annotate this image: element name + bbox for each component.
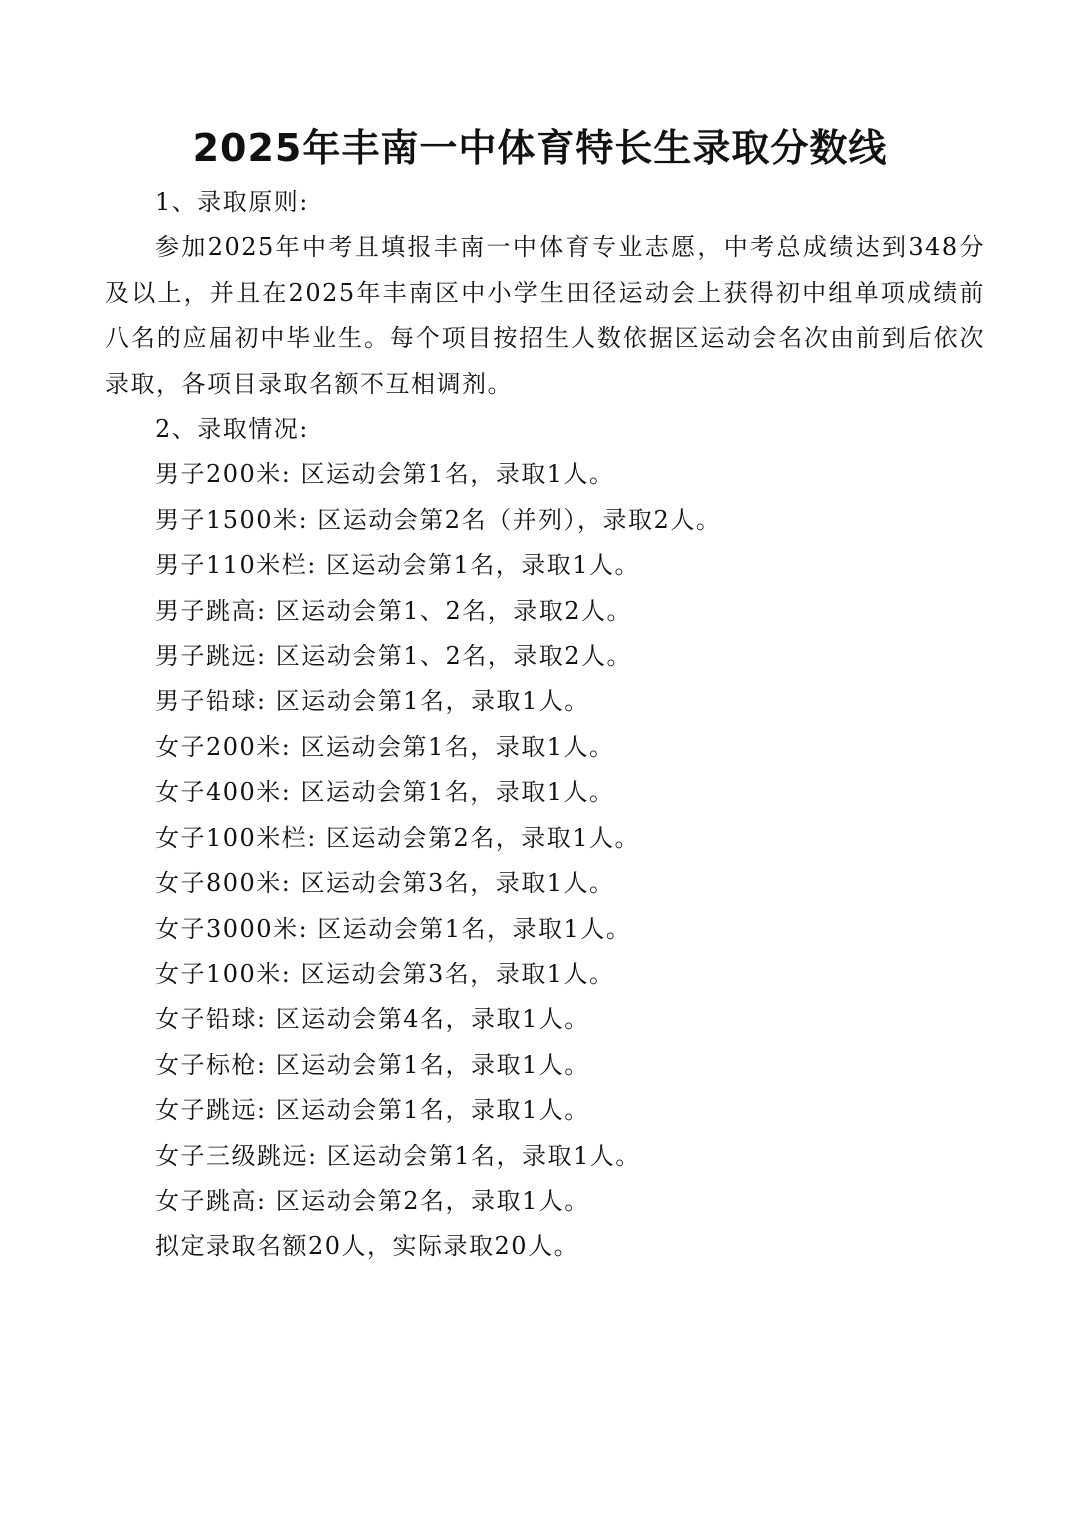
admission-item-girls-100m: 女子100米: 区运动会第3名，录取1人。 bbox=[155, 959, 615, 988]
admission-item-girls-triple-jump: 女子三级跳远: 区运动会第1名，录取1人。 bbox=[155, 1141, 641, 1170]
admission-item-boys-high-jump: 男子跳高: 区运动会第1、2名，录取2人。 bbox=[155, 596, 633, 625]
admission-item-girls-200m: 女子200米: 区运动会第1名，录取1人。 bbox=[155, 732, 615, 761]
admission-item-girls-400m: 女子400米: 区运动会第1名，录取1人。 bbox=[155, 778, 615, 807]
document-body bbox=[105, 180, 985, 1270]
section-heading-principles: 1、录取原则: bbox=[155, 188, 309, 216]
document-title: 2025年丰南一中体育特长生录取分数线 bbox=[192, 126, 888, 170]
admission-item-girls-3000m: 女子3000米: 区运动会第1名，录取1人。 bbox=[155, 914, 632, 943]
admission-item-boys-shot-put: 男子铅球: 区运动会第1名，录取1人。 bbox=[155, 687, 590, 716]
section-heading-admissions: 2、录取情况: bbox=[155, 415, 309, 444]
admission-item-girls-long-jump: 女子跳远: 区运动会第1名，录取1人。 bbox=[155, 1096, 590, 1125]
admission-list bbox=[105, 452, 985, 1224]
principles-paragraph: 参加2025年中考且填报丰南一中体育专业志愿，中考总成绩达到348分及以上，并且在2025年丰南区中小学生田径运动会上获得初中组单项成绩前八名的应届初中毕业生。每个项目按招生人数依据区运动会名次由前到后依次录取，各项目录取名额不互相调剂。 bbox=[105, 233, 985, 398]
admission-item-boys-200m: 男子200米: 区运动会第1名，录取1人。 bbox=[155, 460, 615, 489]
admission-item-boys-1500m: 男子1500米: 区运动会第2名（并列），录取2人。 bbox=[155, 505, 722, 534]
admission-item-girls-800m: 女子800米: 区运动会第3名，录取1人。 bbox=[155, 869, 615, 898]
admission-summary: 拟定录取名额20人，实际录取20人。 bbox=[155, 1232, 580, 1261]
admission-item-boys-long-jump: 男子跳远: 区运动会第1、2名，录取2人。 bbox=[155, 642, 633, 671]
admission-item-girls-high-jump: 女子跳高: 区运动会第2名，录取1人。 bbox=[155, 1186, 590, 1215]
admission-item-boys-110m-hurdles: 男子110米栏: 区运动会第1名，录取1人。 bbox=[155, 551, 641, 580]
admission-item-girls-shot-put: 女子铅球: 区运动会第4名，录取1人。 bbox=[155, 1005, 590, 1034]
admission-item-girls-javelin: 女子标枪: 区运动会第1名，录取1人。 bbox=[155, 1050, 590, 1079]
admission-item-girls-100m-hurdles: 女子100米栏: 区运动会第2名，录取1人。 bbox=[155, 823, 641, 852]
